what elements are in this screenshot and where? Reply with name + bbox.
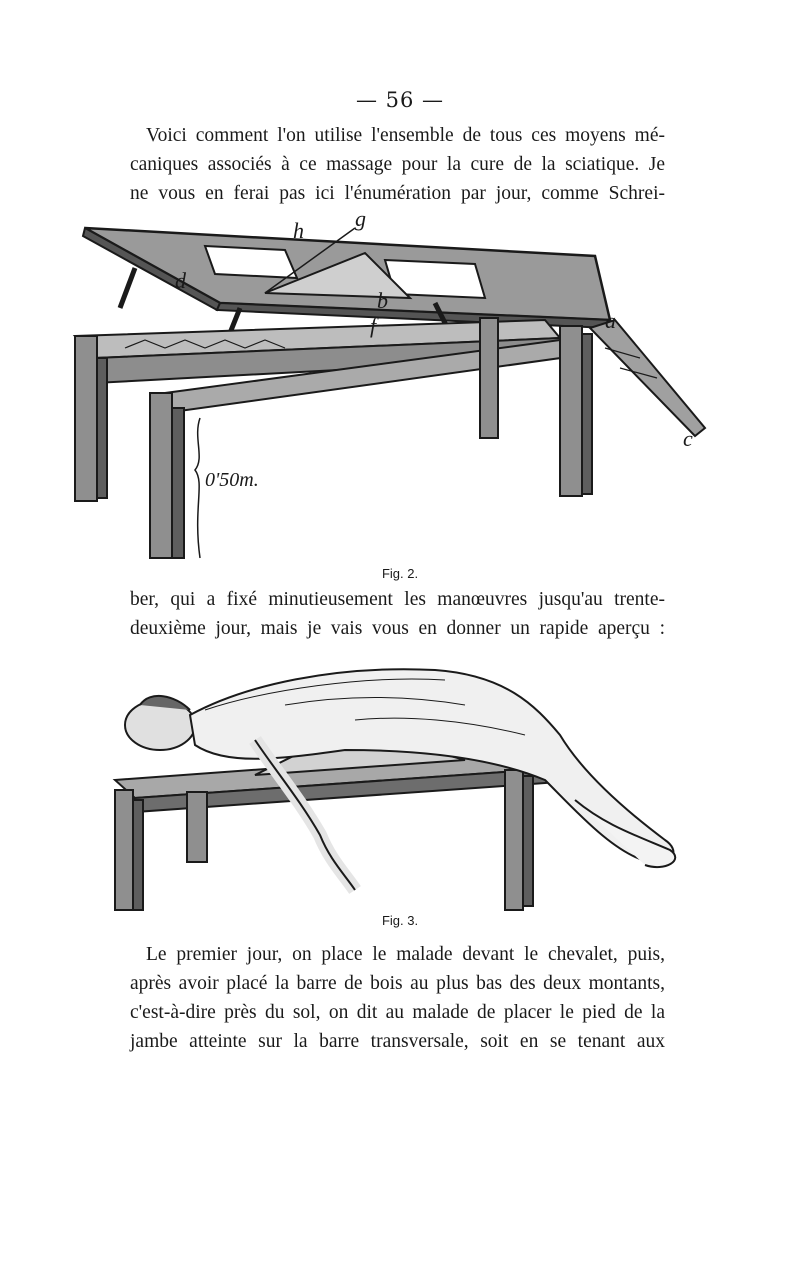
figure-3-patient-illustration: [105, 650, 695, 915]
text-line: c'est-à-dire près du sol, on dit au malade de placer le pied de la: [130, 1002, 665, 1023]
text-line: après avoir placé la barre de bois au plus bas des deux montants,: [130, 973, 665, 994]
label-h: h: [293, 218, 304, 243]
text-line: Le premier jour, on place le malade devant le chevalet, puis,: [146, 944, 665, 965]
figure-2-table-illustration: [65, 208, 715, 563]
table-drawing: [65, 208, 715, 563]
page-number: — 56 —: [355, 88, 445, 112]
text-line: deuxième jour, mais je vais vous en donner un rapide aperçu :: [130, 618, 665, 639]
paragraph-intro: [130, 121, 665, 208]
figure-3-caption: Fig. 3.: [381, 913, 419, 928]
text-line: ber, qui a fixé minutieusement les manœuvres jusqu'au trente-: [130, 589, 665, 610]
patient-drawing: [105, 650, 695, 915]
figure-2-caption: Fig. 2.: [381, 566, 419, 581]
text-line: jambe atteinte sur la barre transversale, soit en se tenant aux: [130, 1031, 665, 1052]
text-line: ne vous en ferai pas ici l'énumération par jour, comme Schrei-: [130, 183, 665, 204]
paragraph-middle: [130, 585, 665, 643]
label-a: a: [605, 308, 616, 333]
label-g: g: [355, 208, 366, 231]
label-d: d: [175, 268, 186, 293]
paragraph-final: [130, 940, 665, 1056]
text-line: caniques associés à ce massage pour la cure de la sciatique. Je: [130, 154, 665, 175]
text-line: Voici comment l'on utilise l'ensemble de tous ces moyens mé-: [146, 125, 665, 146]
label-b: b: [377, 288, 388, 313]
label-c: c: [683, 426, 693, 451]
label-measure: 0'50m.: [205, 469, 259, 491]
label-f: f: [370, 313, 377, 338]
